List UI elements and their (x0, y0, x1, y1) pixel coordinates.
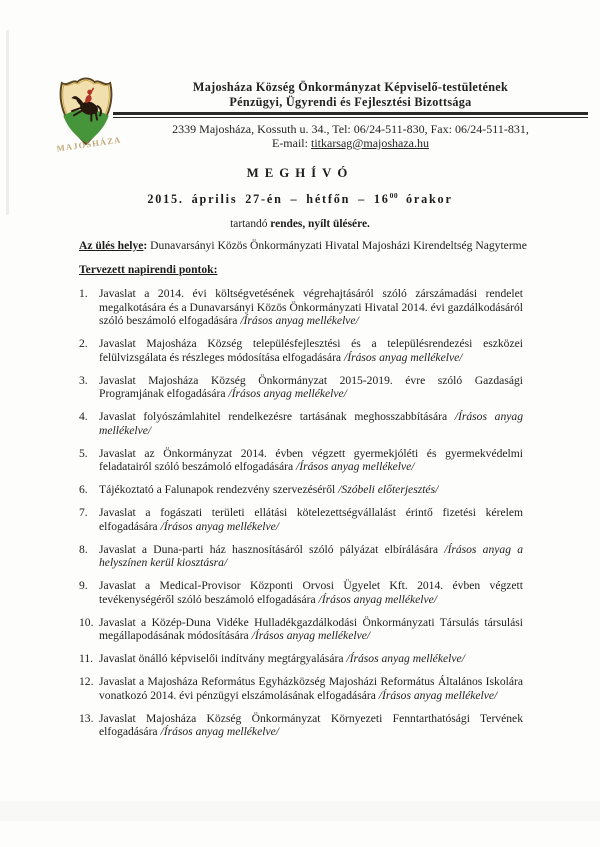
agenda-item-text: Javaslat a 2014. évi költségvetésének végrehajtásáról szóló zárszámadási rendelet megalkotására és a Dunavarsányi Közös Önkormányzati Hivatal 2014. évi gazdálkodásáról szóló beszámoló elfogadására (99, 287, 523, 327)
agenda-item (79, 374, 523, 401)
location-separator: : (143, 239, 151, 252)
agenda-item (79, 579, 523, 606)
letterhead-email-line (113, 136, 588, 151)
meeting-date-prefix: 2015. április 27-én – hétfőn – 16 (147, 192, 390, 207)
agenda-item-number: 12. (79, 675, 94, 688)
letterhead-divider-rule (113, 112, 588, 118)
invitation-title: MEGHÍVÓ (246, 166, 354, 180)
agenda-item-text: Javaslat a Medical-Provisor Központi Orvosi Ügyelet Kft. 2014. évben végzett tevékenységéről szóló beszámoló elfogadására (99, 579, 523, 606)
session-type-line (0, 218, 600, 230)
agenda-item (79, 410, 523, 437)
email-link: titkarsag@majoshaza.hu (310, 136, 429, 150)
agenda-item-text: Javaslat az Önkormányzat 2014. évben végzett gyermekjóléti és gyermekvédelmi feladatairól szóló beszámoló elfogadására (99, 446, 523, 473)
letterhead-org-name (113, 80, 588, 109)
agenda-item (79, 287, 523, 328)
agenda-item-number: 6. (79, 483, 88, 496)
agenda-item (79, 543, 523, 570)
agenda-item (79, 337, 523, 364)
email-label: E-mail: (271, 136, 311, 150)
agenda-item-note: /Írásos anyag mellékelve/ (318, 592, 438, 606)
location-label: Az ülés helye (79, 239, 144, 252)
agenda-item-number: 10. (79, 615, 94, 629)
agenda-item-note: /Írásos anyag mellékelve/ (99, 410, 524, 437)
agenda-item (79, 616, 523, 643)
agenda-item-note: /Írásos anyag a helyszínen kerül kiosztásra/ (99, 542, 524, 569)
agenda-item-number: 5. (79, 446, 88, 460)
agenda-item-text: Javaslat Majosháza Község településfejlesztési és a településrendezési eszközei felülvizsgálata és részleges módosítása elfogadására (99, 337, 523, 364)
agenda-item-number: 2. (79, 337, 88, 350)
agenda-item-number: 11. (79, 652, 94, 665)
agenda-item-note: /Írásos anyag mellékelve/ (160, 725, 279, 738)
org-name-line2: Pénzügyi, Ügyrendi és Fejlesztési Bizottsága (229, 94, 472, 109)
agenda-heading: Tervezett napirendi pontok: (79, 263, 218, 276)
agenda-item-note: /Írásos anyag mellékelve/ (296, 460, 415, 473)
agenda-item (79, 447, 523, 474)
letterhead-address: 2339 Majosháza, Kossuth u. 34., Tel: 06/24-511-830, Fax: 06/24-511-831, (172, 122, 529, 136)
logo-caption: MAJOSHÁZA (56, 134, 122, 154)
org-name-line1: Majosháza Község Önkormányzat Képviselő-testületének (192, 80, 509, 94)
agenda-item-note: /Írásos anyag mellékelve/ (378, 688, 498, 702)
agenda-item-text: Javaslat önálló képviselői indítvány megtárgyalására (99, 652, 347, 665)
agenda-item-note: /Írásos anyag mellékelve/ (251, 629, 371, 642)
agenda-item (79, 652, 523, 666)
agenda-item-text: Javaslat Majosháza Község Önkormányzat Környezeti Fenntarthatósági Tervének elfogadására (99, 711, 523, 738)
agenda-item-number: 13. (79, 711, 94, 725)
agenda-item-number: 3. (79, 373, 88, 387)
agenda-item-text: Javaslat folyószámlahitel rendelkezésre tartásának meghosszabbítására (99, 410, 455, 423)
agenda-item-note: /Írásos anyag mellékelve/ (228, 387, 347, 400)
agenda-item-text: Javaslat a Duna-parti ház hasznosításáról szóló pályázat elbírálására (99, 542, 445, 556)
agenda-item-text: Tájékoztató a Falunapok rendezvény szervezéséről (99, 483, 339, 496)
meeting-date-suffix: órakor (398, 192, 453, 207)
agenda-item-text: Javaslat a Majosháza Református Egyházközség Majosházi Református Általános Iskolára vonatkozó 2014. évi pénzügyi elszámolásának elfogadására (99, 675, 523, 702)
agenda-item-note: /Írásos anyag mellékelve/ (343, 350, 463, 364)
scan-edge-artifact (6, 30, 9, 215)
agenda-item (79, 483, 523, 497)
agenda-item (79, 712, 523, 739)
agenda-item-note: /Írásos anyag mellékelve/ (160, 519, 279, 533)
agenda-list (79, 287, 523, 748)
session-type-normal: tartandó (230, 218, 271, 230)
agenda-item-number: 9. (79, 579, 88, 592)
meeting-location-line (79, 239, 559, 252)
agenda-item-number: 1. (79, 287, 88, 300)
agenda-item-text: Javaslat Majosháza Község Önkormányzat 2015-2019. évre szóló Gazdasági Programjának elfogadására (99, 373, 523, 400)
scan-bottom-artifact (0, 801, 600, 821)
location-text: Dunavarsányi Közös Önkormányzati Hivatal Majosházi Kirendeltség Nagyterme (150, 239, 527, 252)
agenda-item-text: Javaslat a fogászati területi ellátási kötelezettségvállalást érintő fizetési kérelem elfogadására (99, 506, 523, 533)
agenda-item-note: /Írásos anyag mellékelve/ (240, 314, 359, 327)
agenda-item-number: 4. (79, 410, 88, 423)
agenda-item (79, 675, 523, 702)
session-type-bold: rendes, nyílt ülésére. (270, 218, 370, 230)
meeting-date-line (0, 191, 600, 207)
agenda-item-note: /Írásos anyag mellékelve/ (346, 652, 465, 665)
agenda-item (79, 506, 523, 533)
agenda-item-number: 8. (79, 542, 88, 556)
agenda-item-text: Javaslat a Közép-Duna Vidéke Hulladékgazdálkodási Önkormányzati Társulás társulási megállapodásának módosítására (99, 615, 523, 642)
agenda-item-number: 7. (79, 506, 88, 519)
agenda-item-note: /Szóbeli előterjesztés/ (338, 483, 439, 496)
meeting-time-superscript: 00 (389, 191, 399, 200)
